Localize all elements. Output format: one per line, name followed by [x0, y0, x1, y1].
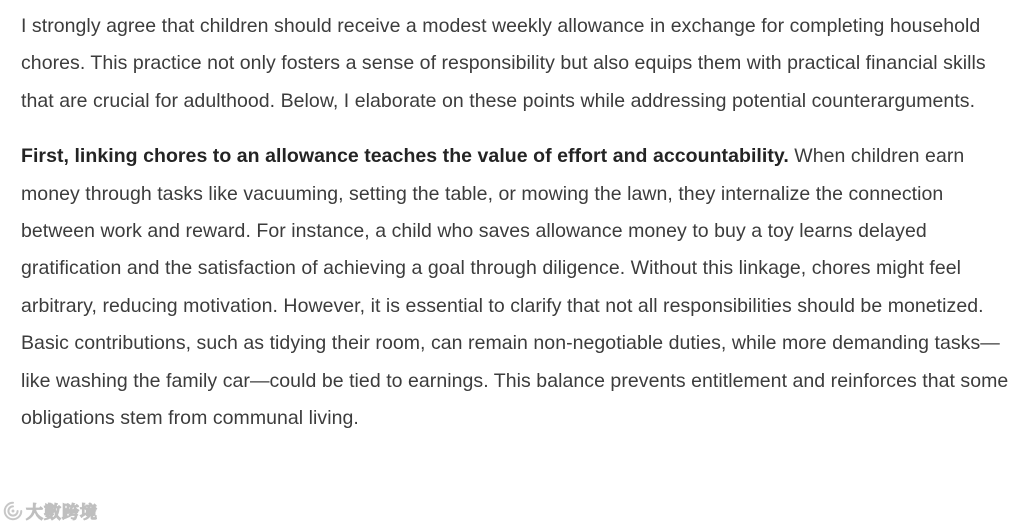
paragraph-intro-text: I strongly agree that children should receive a modest weekly allowance in exchange for completing household chores. This practice not only fosters a sense of responsibility but also equips them with practical financial skills that are crucial for adulthood. Below, I elaborate on these points while addressing potential counterarguments. [21, 15, 986, 112]
paragraph-intro [21, 8, 1021, 120]
article-body [21, 8, 1021, 437]
watermark-text: 大數跨境 [26, 503, 98, 523]
paragraph-first-point-lead: First, linking chores to an allowance teaches the value of effort and accountability. [21, 145, 789, 168]
watermark [2, 498, 98, 523]
paragraph-first-point [21, 138, 1021, 437]
swirl-logo-icon [2, 500, 24, 522]
paragraph-first-point-text: When children earn money through tasks like vacuuming, setting the table, or mowing the lawn, they internalize the connection between work and reward. For instance, a child who saves allowance money to buy a toy learns delayed gratification and the satisfaction of achieving a goal through diligence. Without this linkage, chores might feel arbitrary, reducing motivation. However, it is essential to clarify that not all responsibilities should be monetized. Basic contributions, such as tidying their room, can remain non-negotiable duties, while more demanding tasks—like washing the family car—could be tied to earnings. This balance prevents entitlement and reinforces that some obligations stem from communal living. [21, 145, 1009, 430]
